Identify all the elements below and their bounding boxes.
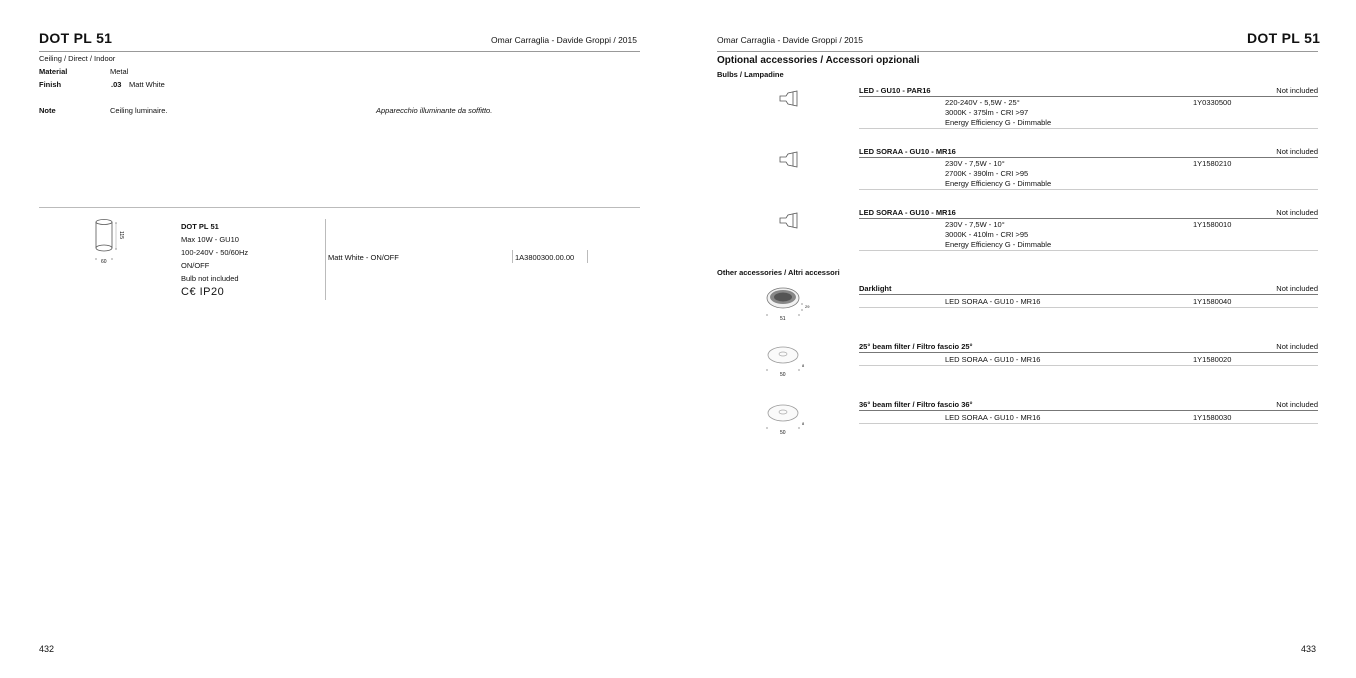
- bulb-icon: [778, 90, 800, 108]
- bulb-code: 1Y1580010: [1193, 220, 1232, 229]
- bulb-spec: 3000K - 375lm - CRI >97: [945, 108, 1029, 117]
- material-label: Material: [39, 67, 68, 76]
- beam-filter-icon: [764, 402, 814, 438]
- bulb-spec: 2700K - 390lm - CRI >95: [945, 169, 1029, 178]
- left-page-title: DOT PL 51: [39, 30, 113, 46]
- product-variant: Matt White - ON/OFF: [328, 253, 399, 262]
- note-it: Apparecchio illuminante da soffitto.: [376, 106, 493, 115]
- bulb-code: 1Y1580210: [1193, 159, 1232, 168]
- accessory-bottom-rule: [859, 365, 1318, 366]
- bulb-name: LED SORAA - GU10 - MR16: [859, 208, 956, 217]
- bulb-code: 1Y0330500: [1193, 98, 1232, 107]
- bulb-rule: [859, 157, 1318, 158]
- product-dim-height: 115: [117, 231, 124, 239]
- accessory-rule: [859, 410, 1318, 411]
- accessory-spec: LED SORAA - GU10 - MR16: [945, 413, 1041, 422]
- accessory-rule: [859, 294, 1318, 295]
- bulb-bottom-rule: [859, 189, 1318, 190]
- accessory-name: 25° beam filter / Filtro fascio 25°: [859, 342, 973, 351]
- beam-filter-dim-height: 8: [802, 421, 805, 426]
- bulb-spec: Energy Efficiency G - Dimmable: [945, 179, 1052, 188]
- darklight-dim-height: 29: [805, 304, 810, 309]
- accessory-bottom-rule: [859, 307, 1318, 308]
- accessory-name: Darklight: [859, 284, 892, 293]
- beam-filter-dim: 50: [780, 372, 786, 378]
- finish-value: Matt White: [129, 80, 165, 89]
- right-page-title: DOT PL 51: [1247, 30, 1321, 46]
- bulb-icon: [778, 151, 800, 169]
- beam-filter-dim: 50: [780, 430, 786, 436]
- accessory-status: Not included: [1276, 342, 1318, 351]
- left-subtitle: Ceiling / Direct / Indoor: [39, 54, 116, 63]
- bulb-spec: 220-240V - 5,5W - 25°: [945, 98, 1020, 107]
- bulb-rule: [859, 96, 1318, 97]
- product-dim-width: 60: [101, 259, 107, 265]
- product-spec-line: Max 10W - GU10: [181, 235, 239, 244]
- beam-filter-icon: [764, 344, 814, 380]
- certification-marks: C€ IP20: [181, 286, 225, 298]
- bulb-spec: Energy Efficiency G - Dimmable: [945, 118, 1052, 127]
- left-header-rule: [39, 51, 640, 52]
- accessory-bottom-rule: [859, 423, 1318, 424]
- accessory-status: Not included: [1276, 400, 1318, 409]
- bulb-bottom-rule: [859, 128, 1318, 129]
- product-drawing: [90, 217, 130, 267]
- bulb-spec: 230V - 7,5W - 10°: [945, 220, 1005, 229]
- beam-filter-dim-height: 8: [802, 363, 805, 368]
- bulb-spec: 230V - 7,5W - 10°: [945, 159, 1005, 168]
- finish-code: .03: [111, 80, 122, 89]
- bulb-name: LED - GU10 - PAR16: [859, 86, 931, 95]
- product-code: 1A3800300.00.00: [515, 253, 575, 262]
- accessory-code: 1Y1580040: [1193, 297, 1232, 306]
- bulb-status: Not included: [1276, 147, 1318, 156]
- left-designer: Omar Carraglia - Davide Groppi / 2015: [491, 35, 637, 45]
- bulbs-heading: Bulbs / Lampadine: [717, 70, 784, 79]
- left-page-number: 432: [39, 644, 55, 654]
- note-en: Ceiling luminaire.: [110, 106, 168, 115]
- bulb-status: Not included: [1276, 86, 1318, 95]
- code-divider: [587, 250, 588, 263]
- bulb-status: Not included: [1276, 208, 1318, 217]
- product-spec-line: Bulb not included: [181, 274, 239, 283]
- right-header-rule: [717, 51, 1318, 52]
- darklight-dim: 51: [780, 316, 786, 322]
- right-designer: Omar Carraglia - Davide Groppi / 2015: [717, 35, 863, 45]
- left-mid-rule: [39, 207, 640, 208]
- accessory-code: 1Y1580030: [1193, 413, 1232, 422]
- bulb-icon: [778, 212, 800, 230]
- bulb-bottom-rule: [859, 250, 1318, 251]
- other-accessories-heading: Other accessories / Altri accessori: [717, 268, 840, 277]
- product-name: DOT PL 51: [181, 222, 219, 231]
- bulb-spec: 3000K - 410lm - CRI >95: [945, 230, 1029, 239]
- accessory-code: 1Y1580020: [1193, 355, 1232, 364]
- accessory-spec: LED SORAA - GU10 - MR16: [945, 297, 1041, 306]
- right-page-number: 433: [1301, 644, 1317, 654]
- accessory-spec: LED SORAA - GU10 - MR16: [945, 355, 1041, 364]
- product-spec-line: ON/OFF: [181, 261, 210, 270]
- accessory-status: Not included: [1276, 284, 1318, 293]
- code-divider: [512, 250, 513, 263]
- finish-label: Finish: [39, 80, 62, 89]
- product-spec-line: 100-240V - 50/60Hz: [181, 248, 249, 257]
- bulb-spec: Energy Efficiency G - Dimmable: [945, 240, 1052, 249]
- accessory-name: 36° beam filter / Filtro fascio 36°: [859, 400, 973, 409]
- bulb-name: LED SORAA - GU10 - MR16: [859, 147, 956, 156]
- bulb-rule: [859, 218, 1318, 219]
- accessory-rule: [859, 352, 1318, 353]
- accessories-heading: Optional accessories / Accessori opzionali: [717, 55, 920, 66]
- product-divider: [325, 219, 326, 300]
- note-label: Note: [39, 106, 56, 115]
- material-value: Metal: [110, 67, 129, 76]
